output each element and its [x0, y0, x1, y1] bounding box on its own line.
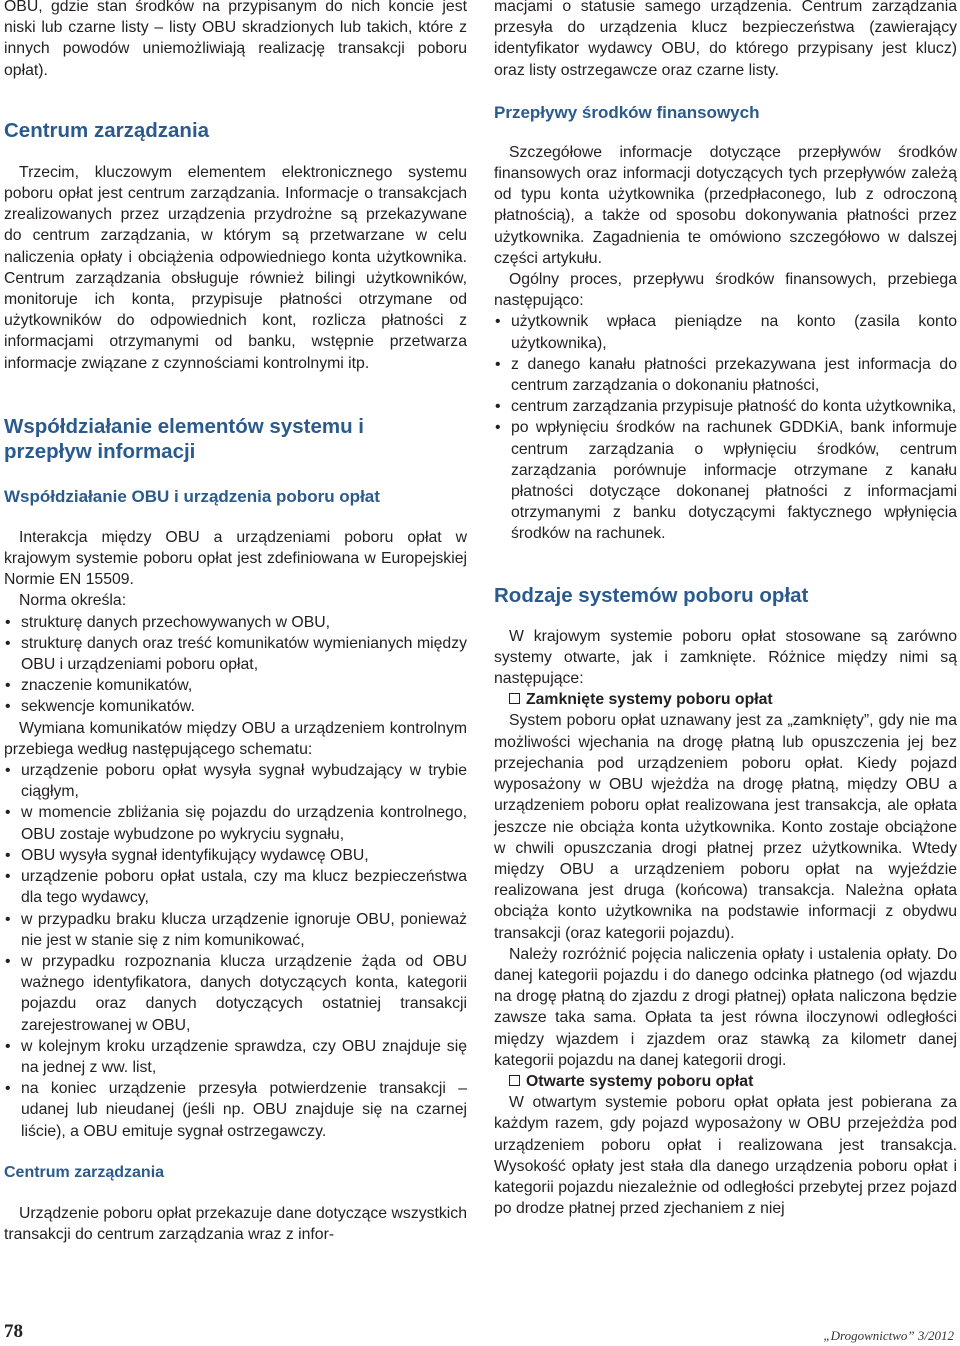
- list-item: • urządzenie poboru opłat ustala, czy ma klucz bezpieczeństwa dla tego wydawcy,: [4, 866, 467, 908]
- list-wymiana: [4, 760, 467, 1142]
- list-item: • w momencie zbliżania się pojazdu do urządzenia kontrolnego, OBU zostaje wybudzone po wykryciu sygnału,: [4, 802, 467, 844]
- paragraph-norma: Norma określa:: [19, 592, 127, 610]
- paragraph-wymiana: Wymiana komunikatów między OBU a urządzeniem kontrolnym przebiega według następującego schematu:: [4, 719, 467, 758]
- heading-centrum-zarzadzania: Centrum zarządzania: [4, 118, 210, 142]
- left-column: [4, 0, 467, 1245]
- right-column: [494, 0, 957, 1219]
- heading-centrum-zarzadzania-2: Centrum zarządzania: [4, 1163, 165, 1181]
- journal-name: „Drogownictwo” 3/2012: [823, 1328, 954, 1343]
- paragraph-otwarte: W otwartym systemie poboru opłat opłata jest pobierana za każdym razem, gdy pojazd wyposażony w OBU przejeżdża pod urządzeniem poboru opłat i realizowana jest transakcja. Wysokość opłaty jest stała dla danego urządzenia poboru opłat i kategorii pojazdu niezależnie od odległości przebytej przez pojazd po drodze płatnej przed zjechaniem z niej: [494, 1094, 957, 1218]
- paragraph-urzadzenie: Urządzenie poboru opłat przekazuje dane dotyczące wszystkich transakcji do centrum zarządzania wraz z infor-: [4, 1204, 467, 1243]
- heading-wspoldzialanie: Współdziałanie elementów systemu i przepływ informacji: [4, 414, 364, 463]
- paragraph-intro: OBU, gdzie stan środków na przypisanym do nich koncie jest niski lub czarne listy – listy OBU skradzionych lub takich, które z innych powodów uniemożliwiają realizację transakcji poboru opłat).: [4, 0, 467, 79]
- heading-zamkniete-label: Zamknięte systemy poboru opłat: [526, 691, 773, 709]
- list-item: • znaczenie komunikatów,: [4, 675, 467, 696]
- paragraph-szczegolowe: Szczegółowe informacje dotyczące przepływów środków finansowych oraz informacji dotyczących tych przepływów zależą od typu konta użytkownika (przedpłaconego, lub z odroczoną płatnością), a także od sposobu dokonywania płatności przez użytkownika. Zagadnienia te omówiono szczegółowo w dalszej części artykułu.: [494, 143, 957, 267]
- paragraph-krajowym: W krajowym systemie poboru opłat stosowane są zarówno systemy otwarte, jak i zamknięte. Różnice między nimi są następujące:: [494, 627, 957, 688]
- list-item: • strukturę danych oraz treść komunikatów wymienianych między OBU i urządzeniami poboru opłat,: [4, 633, 467, 675]
- paragraph-ogolny: Ogólny proces, przepływu środków finansowych, przebiega następująco:: [494, 271, 957, 310]
- paragraph-continuation: macjami o statusie samego urządzenia. Centrum zarządzania przesyła do urządzenia klucz bezpieczeństwa (zawierający identyfikator wydawcy OBU, do którego przypisany jest klucz) oraz listy ostrzegawcze oraz czarne listy.: [494, 0, 957, 79]
- paragraph-zamkniete: System poboru opłat uznawany jest za „zamknięty”, gdy nie ma możliwości wjechania na drogę płatną lub opuszczenia jej bez przejechania pod urządzeniem poboru opłat. Kiedy pojazd wyposażony w OBU wjeżdża na drogę płatną, między OBU a urządzeniem poboru opłat realizowana jest transakcja, ale opłata jeszcze nie obciąża konta użytkownika. Konto zostaje obciążone w chwili opuszczania drogi płatnej przez użytkownika. Wtedy między OBU a urządzeniem poboru opłat na wyjeździe realizowana jest druga (końcowa) transakcja. Należna opłata obciąża konto użytkownika na podstawie informacji z obydwu transakcji (oraz kategorii pojazdu).: [494, 712, 957, 942]
- heading-rodzaje: Rodzaje systemów poboru opłat: [494, 583, 809, 607]
- heading-otwarte-label: Otwarte systemy poboru opłat: [526, 1072, 754, 1090]
- list-item: • strukturę danych przechowywanych w OBU,: [4, 612, 467, 633]
- list-norma: [4, 612, 467, 718]
- checkbox-square-icon: [509, 693, 520, 704]
- list-item: • na koniec urządzenie przesyła potwierdzenie transakcji – udanej lub nieudanej (jeśli np. OBU znajduje się na czarnej liście), a OBU emituje sygnał ostrzegawczy.: [4, 1078, 467, 1142]
- list-item: • w przypadku braku klucza urządzenie ignoruje OBU, ponieważ nie jest w stanie się z nim komunikować,: [4, 909, 467, 951]
- list-item: • w przypadku rozpoznania klucza urządzenie żąda od OBU ważnego identyfikatora, danych dotyczących konta, kategorii pojazdu oraz danych dotyczących ostatniej transakcji zarejestrowanej w OBU,: [4, 951, 467, 1036]
- checkbox-square-icon: [509, 1075, 520, 1086]
- list-item: • z danego kanału płatności przekazywana jest informacja do centrum zarządzania o dokonaniu płatności,: [494, 354, 957, 396]
- paragraph-nalezy: Należy rozróżnić pojęcia naliczenia opłaty i ustalenia opłaty. Do danej kategorii pojazdu i do danego odcinka płatnego (od wjazdu na drogę płatną do zjazdu z drogi płatnej) opłata naliczona będzie zawsze taka sama. Opłata ta jest równa iloczynowi odległości między wjazdem i zjazdem oraz stawką za kilometr danej kategorii pojazdu na danej kategorii drogi.: [494, 945, 957, 1069]
- heading-wspoldzialanie-obu: Współdziałanie OBU i urządzenia poboru opłat: [4, 486, 380, 506]
- list-item: • użytkownik wpłaca pieniądze na konto (zasila konto użytkownika),: [494, 311, 957, 353]
- page-number: 78: [4, 1321, 23, 1342]
- list-item: • urządzenie poboru opłat wysyła sygnał wybudzający w trybie ciągłym,: [4, 760, 467, 802]
- list-item: • po wpłynięciu środków na rachunek GDDKiA, bank informuje centrum zarządzania o wpłynięciu środków, centrum zarządzania porównuje informacje otrzymane z kanału płatności dotyczące dokonanej płatności z informacjami otrzymanymi z banku dotyczącymi faktycznego wpłynięcia środków na rachunek.: [494, 417, 957, 544]
- paragraph-interakcja: Interakcja między OBU a urządzeniami poboru opłat w krajowym systemie poboru opłat jest zdefiniowana w Europejskiej Normie EN 15509.: [4, 528, 467, 589]
- list-item: • centrum zarządzania przypisuje płatność do konta użytkownika,: [494, 396, 957, 417]
- list-proces: [494, 311, 957, 544]
- heading-przeplywy: Przepływy środków finansowych: [494, 102, 760, 122]
- list-item: • w kolejnym kroku urządzenie sprawdza, czy OBU znajduje się na jednej z ww. list,: [4, 1036, 467, 1078]
- paragraph-centrum: Trzecim, kluczowym elementem elektronicznego systemu poboru opłat jest centrum zarządzania. Informacje o transakcjach zrealizowanych przez urządzenia przydrożne są przekazywane do centrum zarządzania, w którym są przetwarzane w celu naliczenia opłaty i obciążenia odpowiedniego konta użytkownika. Centrum zarządzania obsługuje również bilingi użytkowników, monitoruje ich konta, przypisuje płatności otrzymane od użytkowników do odpowiednich kont, rozlicza płatności z informacjami otrzymanymi od banku, wstępnie przetwarza informacje związane z czynnościami kontrolnymi itp.: [4, 163, 467, 372]
- heading-zamkniete: [494, 689, 957, 710]
- list-item: • sekwencje komunikatów.: [4, 696, 467, 717]
- heading-otwarte: [494, 1071, 957, 1092]
- list-item: • OBU wysyła sygnał identyfikujący wydawcę OBU,: [4, 845, 467, 866]
